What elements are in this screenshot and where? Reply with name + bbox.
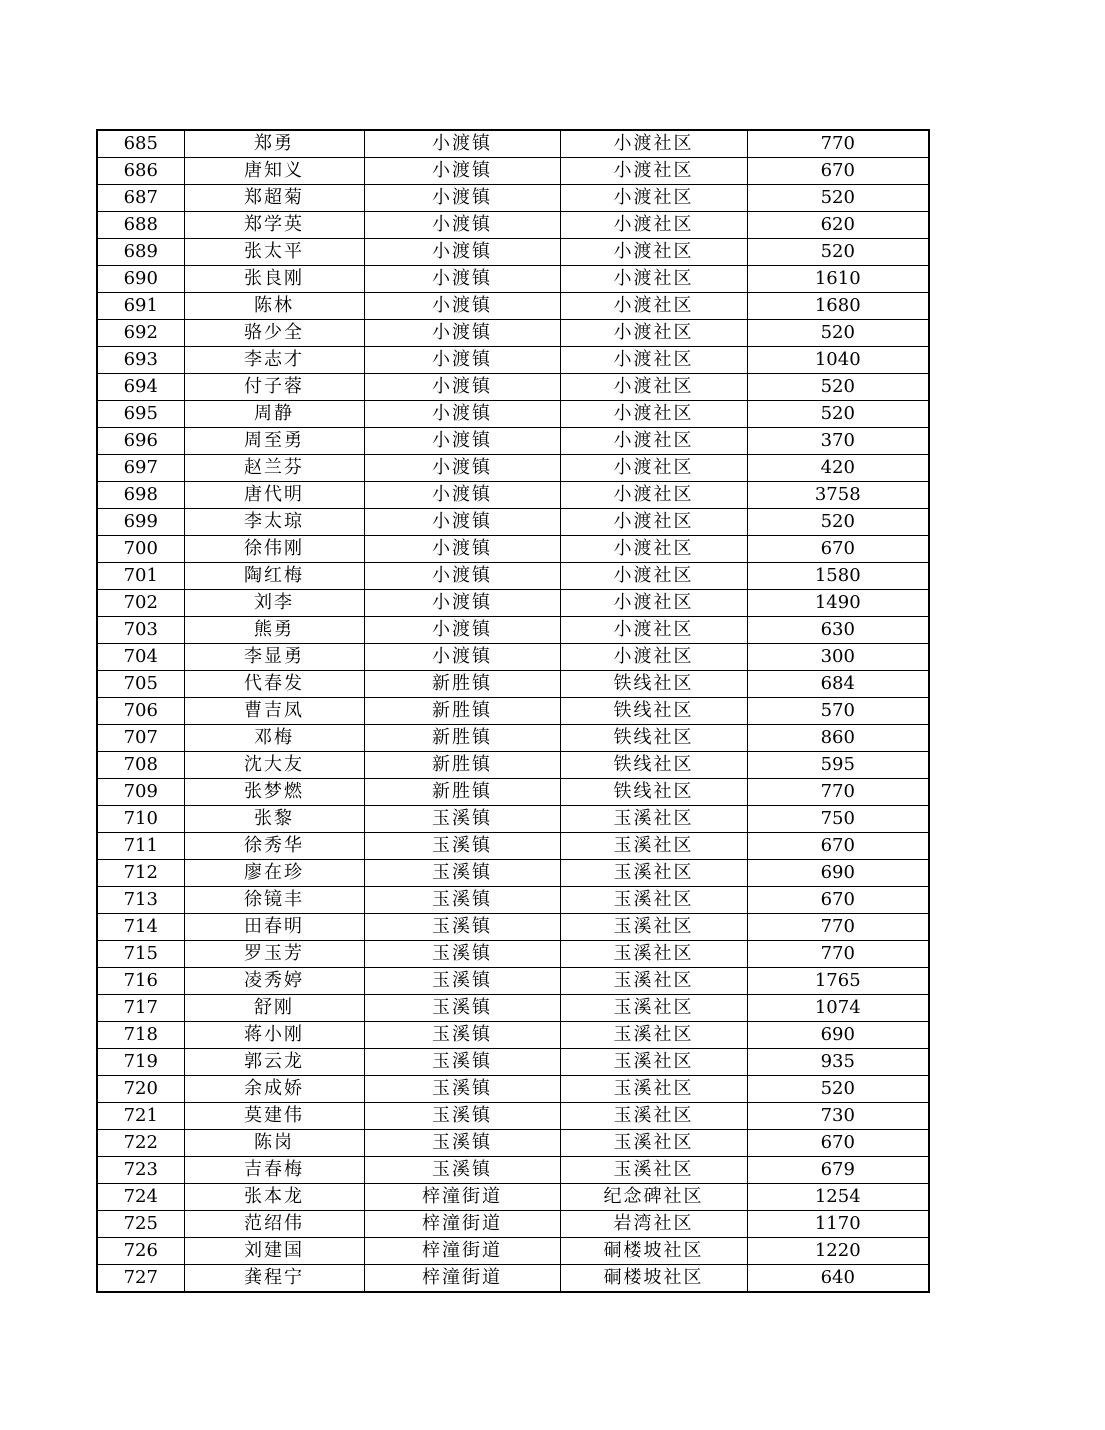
community-cell: 玉溪社区 (560, 1022, 747, 1049)
amount-cell: 1490 (747, 590, 929, 617)
table-row (97, 563, 929, 590)
table-row (97, 941, 929, 968)
town-cell: 小渡镇 (364, 185, 560, 212)
town-cell: 玉溪镇 (364, 941, 560, 968)
table-row (97, 536, 929, 563)
community-cell: 铁线社区 (560, 671, 747, 698)
community-cell: 小渡社区 (560, 266, 747, 293)
amount-cell: 690 (747, 860, 929, 887)
amount-cell: 1610 (747, 266, 929, 293)
table-row (97, 374, 929, 401)
amount-cell: 935 (747, 1049, 929, 1076)
amount-cell: 860 (747, 725, 929, 752)
town-cell: 新胜镇 (364, 725, 560, 752)
table-row (97, 1211, 929, 1238)
town-cell: 小渡镇 (364, 644, 560, 671)
town-cell: 小渡镇 (364, 482, 560, 509)
town-cell: 小渡镇 (364, 374, 560, 401)
row-number-cell: 716 (97, 968, 184, 995)
row-number-cell: 712 (97, 860, 184, 887)
table-row (97, 266, 929, 293)
amount-cell: 684 (747, 671, 929, 698)
amount-cell: 670 (747, 1130, 929, 1157)
table-row (97, 347, 929, 374)
table-row (97, 671, 929, 698)
table-row (97, 428, 929, 455)
table-row (97, 1157, 929, 1184)
name-cell: 郑勇 (184, 130, 364, 158)
town-cell: 梓潼街道 (364, 1265, 560, 1293)
row-number-cell: 691 (97, 293, 184, 320)
data-table (96, 129, 930, 1293)
amount-cell: 770 (747, 779, 929, 806)
row-number-cell: 689 (97, 239, 184, 266)
table-row (97, 1130, 929, 1157)
table-row (97, 698, 929, 725)
amount-cell: 300 (747, 644, 929, 671)
town-cell: 玉溪镇 (364, 1022, 560, 1049)
table-row (97, 914, 929, 941)
row-number-cell: 686 (97, 158, 184, 185)
table-row (97, 779, 929, 806)
amount-cell: 520 (747, 185, 929, 212)
amount-cell: 520 (747, 239, 929, 266)
community-cell: 小渡社区 (560, 320, 747, 347)
table-row (97, 509, 929, 536)
name-cell: 廖在珍 (184, 860, 364, 887)
row-number-cell: 696 (97, 428, 184, 455)
name-cell: 李显勇 (184, 644, 364, 671)
table-row (97, 185, 929, 212)
town-cell: 小渡镇 (364, 130, 560, 158)
row-number-cell: 719 (97, 1049, 184, 1076)
table-row (97, 806, 929, 833)
row-number-cell: 707 (97, 725, 184, 752)
name-cell: 余成娇 (184, 1076, 364, 1103)
community-cell: 铁线社区 (560, 698, 747, 725)
town-cell: 新胜镇 (364, 752, 560, 779)
row-number-cell: 711 (97, 833, 184, 860)
name-cell: 付子蓉 (184, 374, 364, 401)
amount-cell: 670 (747, 887, 929, 914)
name-cell: 张太平 (184, 239, 364, 266)
row-number-cell: 721 (97, 1103, 184, 1130)
amount-cell: 595 (747, 752, 929, 779)
name-cell: 罗玉芳 (184, 941, 364, 968)
table-row (97, 1049, 929, 1076)
amount-cell: 620 (747, 212, 929, 239)
name-cell: 唐代明 (184, 482, 364, 509)
name-cell: 龚程宁 (184, 1265, 364, 1293)
community-cell: 岩湾社区 (560, 1211, 747, 1238)
town-cell: 梓潼街道 (364, 1211, 560, 1238)
town-cell: 梓潼街道 (364, 1184, 560, 1211)
amount-cell: 1170 (747, 1211, 929, 1238)
name-cell: 骆少全 (184, 320, 364, 347)
table-row (97, 1238, 929, 1265)
row-number-cell: 722 (97, 1130, 184, 1157)
town-cell: 玉溪镇 (364, 914, 560, 941)
town-cell: 新胜镇 (364, 698, 560, 725)
amount-cell: 730 (747, 1103, 929, 1130)
community-cell: 玉溪社区 (560, 941, 747, 968)
amount-cell: 1040 (747, 347, 929, 374)
amount-cell: 670 (747, 833, 929, 860)
name-cell: 李志才 (184, 347, 364, 374)
table-row (97, 833, 929, 860)
town-cell: 玉溪镇 (364, 1130, 560, 1157)
community-cell: 小渡社区 (560, 401, 747, 428)
town-cell: 玉溪镇 (364, 1157, 560, 1184)
community-cell: 小渡社区 (560, 347, 747, 374)
row-number-cell: 709 (97, 779, 184, 806)
table-row (97, 130, 929, 158)
community-cell: 玉溪社区 (560, 1103, 747, 1130)
row-number-cell: 692 (97, 320, 184, 347)
community-cell: 硐楼坡社区 (560, 1238, 747, 1265)
community-cell: 玉溪社区 (560, 833, 747, 860)
community-cell: 铁线社区 (560, 779, 747, 806)
name-cell: 张黎 (184, 806, 364, 833)
community-cell: 硐楼坡社区 (560, 1265, 747, 1293)
table-row (97, 1022, 929, 1049)
name-cell: 郭云龙 (184, 1049, 364, 1076)
community-cell: 铁线社区 (560, 725, 747, 752)
name-cell: 刘李 (184, 590, 364, 617)
town-cell: 玉溪镇 (364, 1103, 560, 1130)
amount-cell: 520 (747, 1076, 929, 1103)
row-number-cell: 690 (97, 266, 184, 293)
town-cell: 梓潼街道 (364, 1238, 560, 1265)
community-cell: 小渡社区 (560, 185, 747, 212)
table-row (97, 1184, 929, 1211)
town-cell: 小渡镇 (364, 401, 560, 428)
town-cell: 小渡镇 (364, 455, 560, 482)
community-cell: 玉溪社区 (560, 968, 747, 995)
amount-cell: 3758 (747, 482, 929, 509)
community-cell: 小渡社区 (560, 158, 747, 185)
name-cell: 张良刚 (184, 266, 364, 293)
community-cell: 玉溪社区 (560, 1076, 747, 1103)
name-cell: 陶红梅 (184, 563, 364, 590)
table-row (97, 1103, 929, 1130)
row-number-cell: 693 (97, 347, 184, 374)
amount-cell: 1580 (747, 563, 929, 590)
row-number-cell: 725 (97, 1211, 184, 1238)
row-number-cell: 706 (97, 698, 184, 725)
community-cell: 纪念碑社区 (560, 1184, 747, 1211)
row-number-cell: 699 (97, 509, 184, 536)
name-cell: 唐知义 (184, 158, 364, 185)
amount-cell: 520 (747, 374, 929, 401)
name-cell: 李太琼 (184, 509, 364, 536)
table-body (97, 130, 929, 1292)
town-cell: 小渡镇 (364, 617, 560, 644)
table-row (97, 995, 929, 1022)
name-cell: 陈林 (184, 293, 364, 320)
community-cell: 铁线社区 (560, 752, 747, 779)
name-cell: 周静 (184, 401, 364, 428)
row-number-cell: 717 (97, 995, 184, 1022)
row-number-cell: 702 (97, 590, 184, 617)
town-cell: 新胜镇 (364, 671, 560, 698)
community-cell: 小渡社区 (560, 617, 747, 644)
town-cell: 玉溪镇 (364, 860, 560, 887)
community-cell: 玉溪社区 (560, 1130, 747, 1157)
town-cell: 玉溪镇 (364, 833, 560, 860)
table-row (97, 1265, 929, 1293)
table-row (97, 752, 929, 779)
amount-cell: 670 (747, 536, 929, 563)
town-cell: 新胜镇 (364, 779, 560, 806)
name-cell: 舒刚 (184, 995, 364, 1022)
table-row (97, 482, 929, 509)
community-cell: 玉溪社区 (560, 860, 747, 887)
row-number-cell: 687 (97, 185, 184, 212)
community-cell: 小渡社区 (560, 130, 747, 158)
amount-cell: 520 (747, 401, 929, 428)
table-row (97, 1076, 929, 1103)
name-cell: 陈岗 (184, 1130, 364, 1157)
town-cell: 玉溪镇 (364, 806, 560, 833)
table-row (97, 212, 929, 239)
amount-cell: 1254 (747, 1184, 929, 1211)
amount-cell: 1074 (747, 995, 929, 1022)
table-row (97, 293, 929, 320)
amount-cell: 679 (747, 1157, 929, 1184)
name-cell: 刘建国 (184, 1238, 364, 1265)
name-cell: 吉春梅 (184, 1157, 364, 1184)
name-cell: 赵兰芬 (184, 455, 364, 482)
name-cell: 凌秀婷 (184, 968, 364, 995)
amount-cell: 770 (747, 941, 929, 968)
community-cell: 玉溪社区 (560, 995, 747, 1022)
name-cell: 代春发 (184, 671, 364, 698)
town-cell: 小渡镇 (364, 320, 560, 347)
community-cell: 小渡社区 (560, 482, 747, 509)
row-number-cell: 715 (97, 941, 184, 968)
row-number-cell: 703 (97, 617, 184, 644)
row-number-cell: 700 (97, 536, 184, 563)
row-number-cell: 718 (97, 1022, 184, 1049)
row-number-cell: 723 (97, 1157, 184, 1184)
row-number-cell: 697 (97, 455, 184, 482)
community-cell: 小渡社区 (560, 455, 747, 482)
table-row (97, 455, 929, 482)
row-number-cell: 708 (97, 752, 184, 779)
name-cell: 邓梅 (184, 725, 364, 752)
row-number-cell: 695 (97, 401, 184, 428)
row-number-cell: 685 (97, 130, 184, 158)
name-cell: 徐镜丰 (184, 887, 364, 914)
community-cell: 小渡社区 (560, 428, 747, 455)
table-row (97, 644, 929, 671)
community-cell: 小渡社区 (560, 563, 747, 590)
table-row (97, 725, 929, 752)
name-cell: 田春明 (184, 914, 364, 941)
name-cell: 范绍伟 (184, 1211, 364, 1238)
town-cell: 小渡镇 (364, 428, 560, 455)
amount-cell: 520 (747, 320, 929, 347)
table-row (97, 239, 929, 266)
row-number-cell: 726 (97, 1238, 184, 1265)
table-row (97, 320, 929, 347)
town-cell: 小渡镇 (364, 239, 560, 266)
row-number-cell: 694 (97, 374, 184, 401)
table-row (97, 590, 929, 617)
amount-cell: 690 (747, 1022, 929, 1049)
town-cell: 小渡镇 (364, 212, 560, 239)
town-cell: 玉溪镇 (364, 1049, 560, 1076)
table-row (97, 860, 929, 887)
town-cell: 小渡镇 (364, 590, 560, 617)
community-cell: 小渡社区 (560, 374, 747, 401)
amount-cell: 640 (747, 1265, 929, 1293)
name-cell: 张梦燃 (184, 779, 364, 806)
community-cell: 玉溪社区 (560, 1157, 747, 1184)
community-cell: 小渡社区 (560, 239, 747, 266)
town-cell: 小渡镇 (364, 158, 560, 185)
table-row (97, 887, 929, 914)
row-number-cell: 698 (97, 482, 184, 509)
town-cell: 玉溪镇 (364, 968, 560, 995)
community-cell: 小渡社区 (560, 590, 747, 617)
community-cell: 玉溪社区 (560, 887, 747, 914)
row-number-cell: 704 (97, 644, 184, 671)
amount-cell: 1765 (747, 968, 929, 995)
name-cell: 莫建伟 (184, 1103, 364, 1130)
town-cell: 小渡镇 (364, 266, 560, 293)
community-cell: 小渡社区 (560, 509, 747, 536)
table-row (97, 617, 929, 644)
row-number-cell: 710 (97, 806, 184, 833)
row-number-cell: 714 (97, 914, 184, 941)
town-cell: 小渡镇 (364, 536, 560, 563)
table-container (96, 129, 930, 1293)
row-number-cell: 720 (97, 1076, 184, 1103)
amount-cell: 770 (747, 914, 929, 941)
town-cell: 小渡镇 (364, 347, 560, 374)
name-cell: 蒋小刚 (184, 1022, 364, 1049)
amount-cell: 570 (747, 698, 929, 725)
town-cell: 小渡镇 (364, 293, 560, 320)
community-cell: 小渡社区 (560, 293, 747, 320)
amount-cell: 520 (747, 509, 929, 536)
town-cell: 玉溪镇 (364, 887, 560, 914)
row-number-cell: 727 (97, 1265, 184, 1293)
name-cell: 沈大友 (184, 752, 364, 779)
amount-cell: 670 (747, 158, 929, 185)
community-cell: 玉溪社区 (560, 914, 747, 941)
town-cell: 小渡镇 (364, 563, 560, 590)
community-cell: 小渡社区 (560, 212, 747, 239)
amount-cell: 750 (747, 806, 929, 833)
community-cell: 小渡社区 (560, 644, 747, 671)
community-cell: 玉溪社区 (560, 806, 747, 833)
amount-cell: 770 (747, 130, 929, 158)
name-cell: 曹吉凤 (184, 698, 364, 725)
table-row (97, 401, 929, 428)
community-cell: 小渡社区 (560, 536, 747, 563)
amount-cell: 630 (747, 617, 929, 644)
row-number-cell: 713 (97, 887, 184, 914)
amount-cell: 420 (747, 455, 929, 482)
town-cell: 小渡镇 (364, 509, 560, 536)
name-cell: 郑学英 (184, 212, 364, 239)
row-number-cell: 705 (97, 671, 184, 698)
row-number-cell: 701 (97, 563, 184, 590)
row-number-cell: 688 (97, 212, 184, 239)
name-cell: 张本龙 (184, 1184, 364, 1211)
amount-cell: 1680 (747, 293, 929, 320)
name-cell: 郑超菊 (184, 185, 364, 212)
amount-cell: 370 (747, 428, 929, 455)
table-row (97, 968, 929, 995)
name-cell: 周至勇 (184, 428, 364, 455)
row-number-cell: 724 (97, 1184, 184, 1211)
name-cell: 熊勇 (184, 617, 364, 644)
name-cell: 徐伟刚 (184, 536, 364, 563)
town-cell: 玉溪镇 (364, 995, 560, 1022)
town-cell: 玉溪镇 (364, 1076, 560, 1103)
name-cell: 徐秀华 (184, 833, 364, 860)
community-cell: 玉溪社区 (560, 1049, 747, 1076)
amount-cell: 1220 (747, 1238, 929, 1265)
table-row (97, 158, 929, 185)
